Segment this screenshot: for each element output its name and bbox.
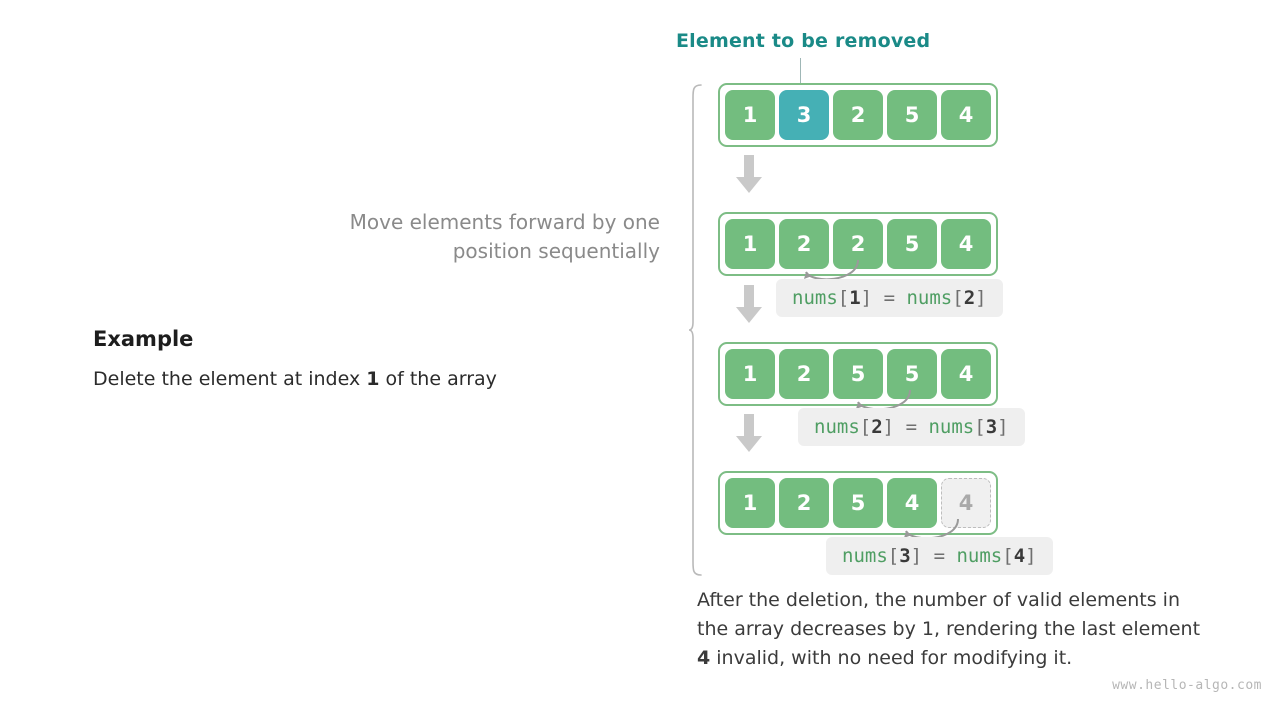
footer-note-suffix: invalid, with no need for modifying it. <box>710 647 1073 669</box>
down-arrow-icon <box>736 155 762 193</box>
assignment-rhs-index: 3 <box>985 416 998 438</box>
array-cell: 1 <box>725 219 775 269</box>
array-cell: 2 <box>833 90 883 140</box>
assignment-chip-3: nums[3] = nums[4] <box>826 537 1053 575</box>
assignment-operator: = <box>905 416 918 438</box>
array-cell: 5 <box>833 478 883 528</box>
move-elements-label: Move elements forward by one position sequentially <box>349 210 660 263</box>
example-index-value: 1 <box>366 368 380 390</box>
assignment-rhs-var: nums <box>928 416 975 438</box>
array-cell: 1 <box>725 349 775 399</box>
array-cell: 5 <box>833 349 883 399</box>
array-initial <box>718 83 998 147</box>
assignment-chip-1: nums[1] = nums[2] <box>776 279 1003 317</box>
assignment-lhs-var: nums <box>814 416 860 438</box>
array-cell: 2 <box>779 478 829 528</box>
assignment-operator: = <box>883 287 896 309</box>
element-to-be-removed-label: Element to be removed <box>676 30 931 52</box>
footer-invalid-value: 4 <box>697 647 711 669</box>
callout-connector-line <box>800 58 801 84</box>
example-desc-prefix: Delete the element at index <box>93 368 367 390</box>
array-cell: 4 <box>941 219 991 269</box>
assignment-rhs-index: 4 <box>1013 545 1026 567</box>
assignment-chip-2: nums[2] = nums[3] <box>798 408 1025 446</box>
array-cell: 4 <box>941 349 991 399</box>
array-cell: 2 <box>779 349 829 399</box>
example-desc-suffix: of the array <box>379 368 497 390</box>
array-cell: 5 <box>887 219 937 269</box>
array-cell-invalid: 4 <box>941 478 991 528</box>
assignment-lhs-index: 2 <box>871 416 883 438</box>
array-cell: 2 <box>833 219 883 269</box>
assignment-lhs-index: 1 <box>849 287 861 309</box>
assignment-rhs-var: nums <box>906 287 953 309</box>
array-cell: 1 <box>725 478 775 528</box>
array-cell: 4 <box>887 478 937 528</box>
array-cell: 5 <box>887 90 937 140</box>
assignment-rhs-var: nums <box>956 545 1003 567</box>
example-heading: Example <box>93 327 194 351</box>
example-description <box>93 368 497 390</box>
footer-note <box>697 586 1217 673</box>
array-cell: 1 <box>725 90 775 140</box>
array-cell-highlighted: 3 <box>779 90 829 140</box>
grouping-bracket <box>688 84 702 576</box>
down-arrow-icon <box>736 414 762 452</box>
assignment-lhs-index: 3 <box>899 545 911 567</box>
down-arrow-icon <box>736 285 762 323</box>
array-cell: 4 <box>941 90 991 140</box>
assignment-lhs-var: nums <box>792 287 838 309</box>
array-cell: 5 <box>887 349 937 399</box>
assignment-rhs-index: 2 <box>963 287 976 309</box>
assignment-operator: = <box>933 545 946 567</box>
watermark: www.hello-algo.com <box>1112 678 1262 693</box>
footer-note-prefix: After the deletion, the number of valid elements in the array decreases by 1, rendering the last element <box>697 589 1201 640</box>
assignment-lhs-var: nums <box>842 545 888 567</box>
array-cell: 2 <box>779 219 829 269</box>
